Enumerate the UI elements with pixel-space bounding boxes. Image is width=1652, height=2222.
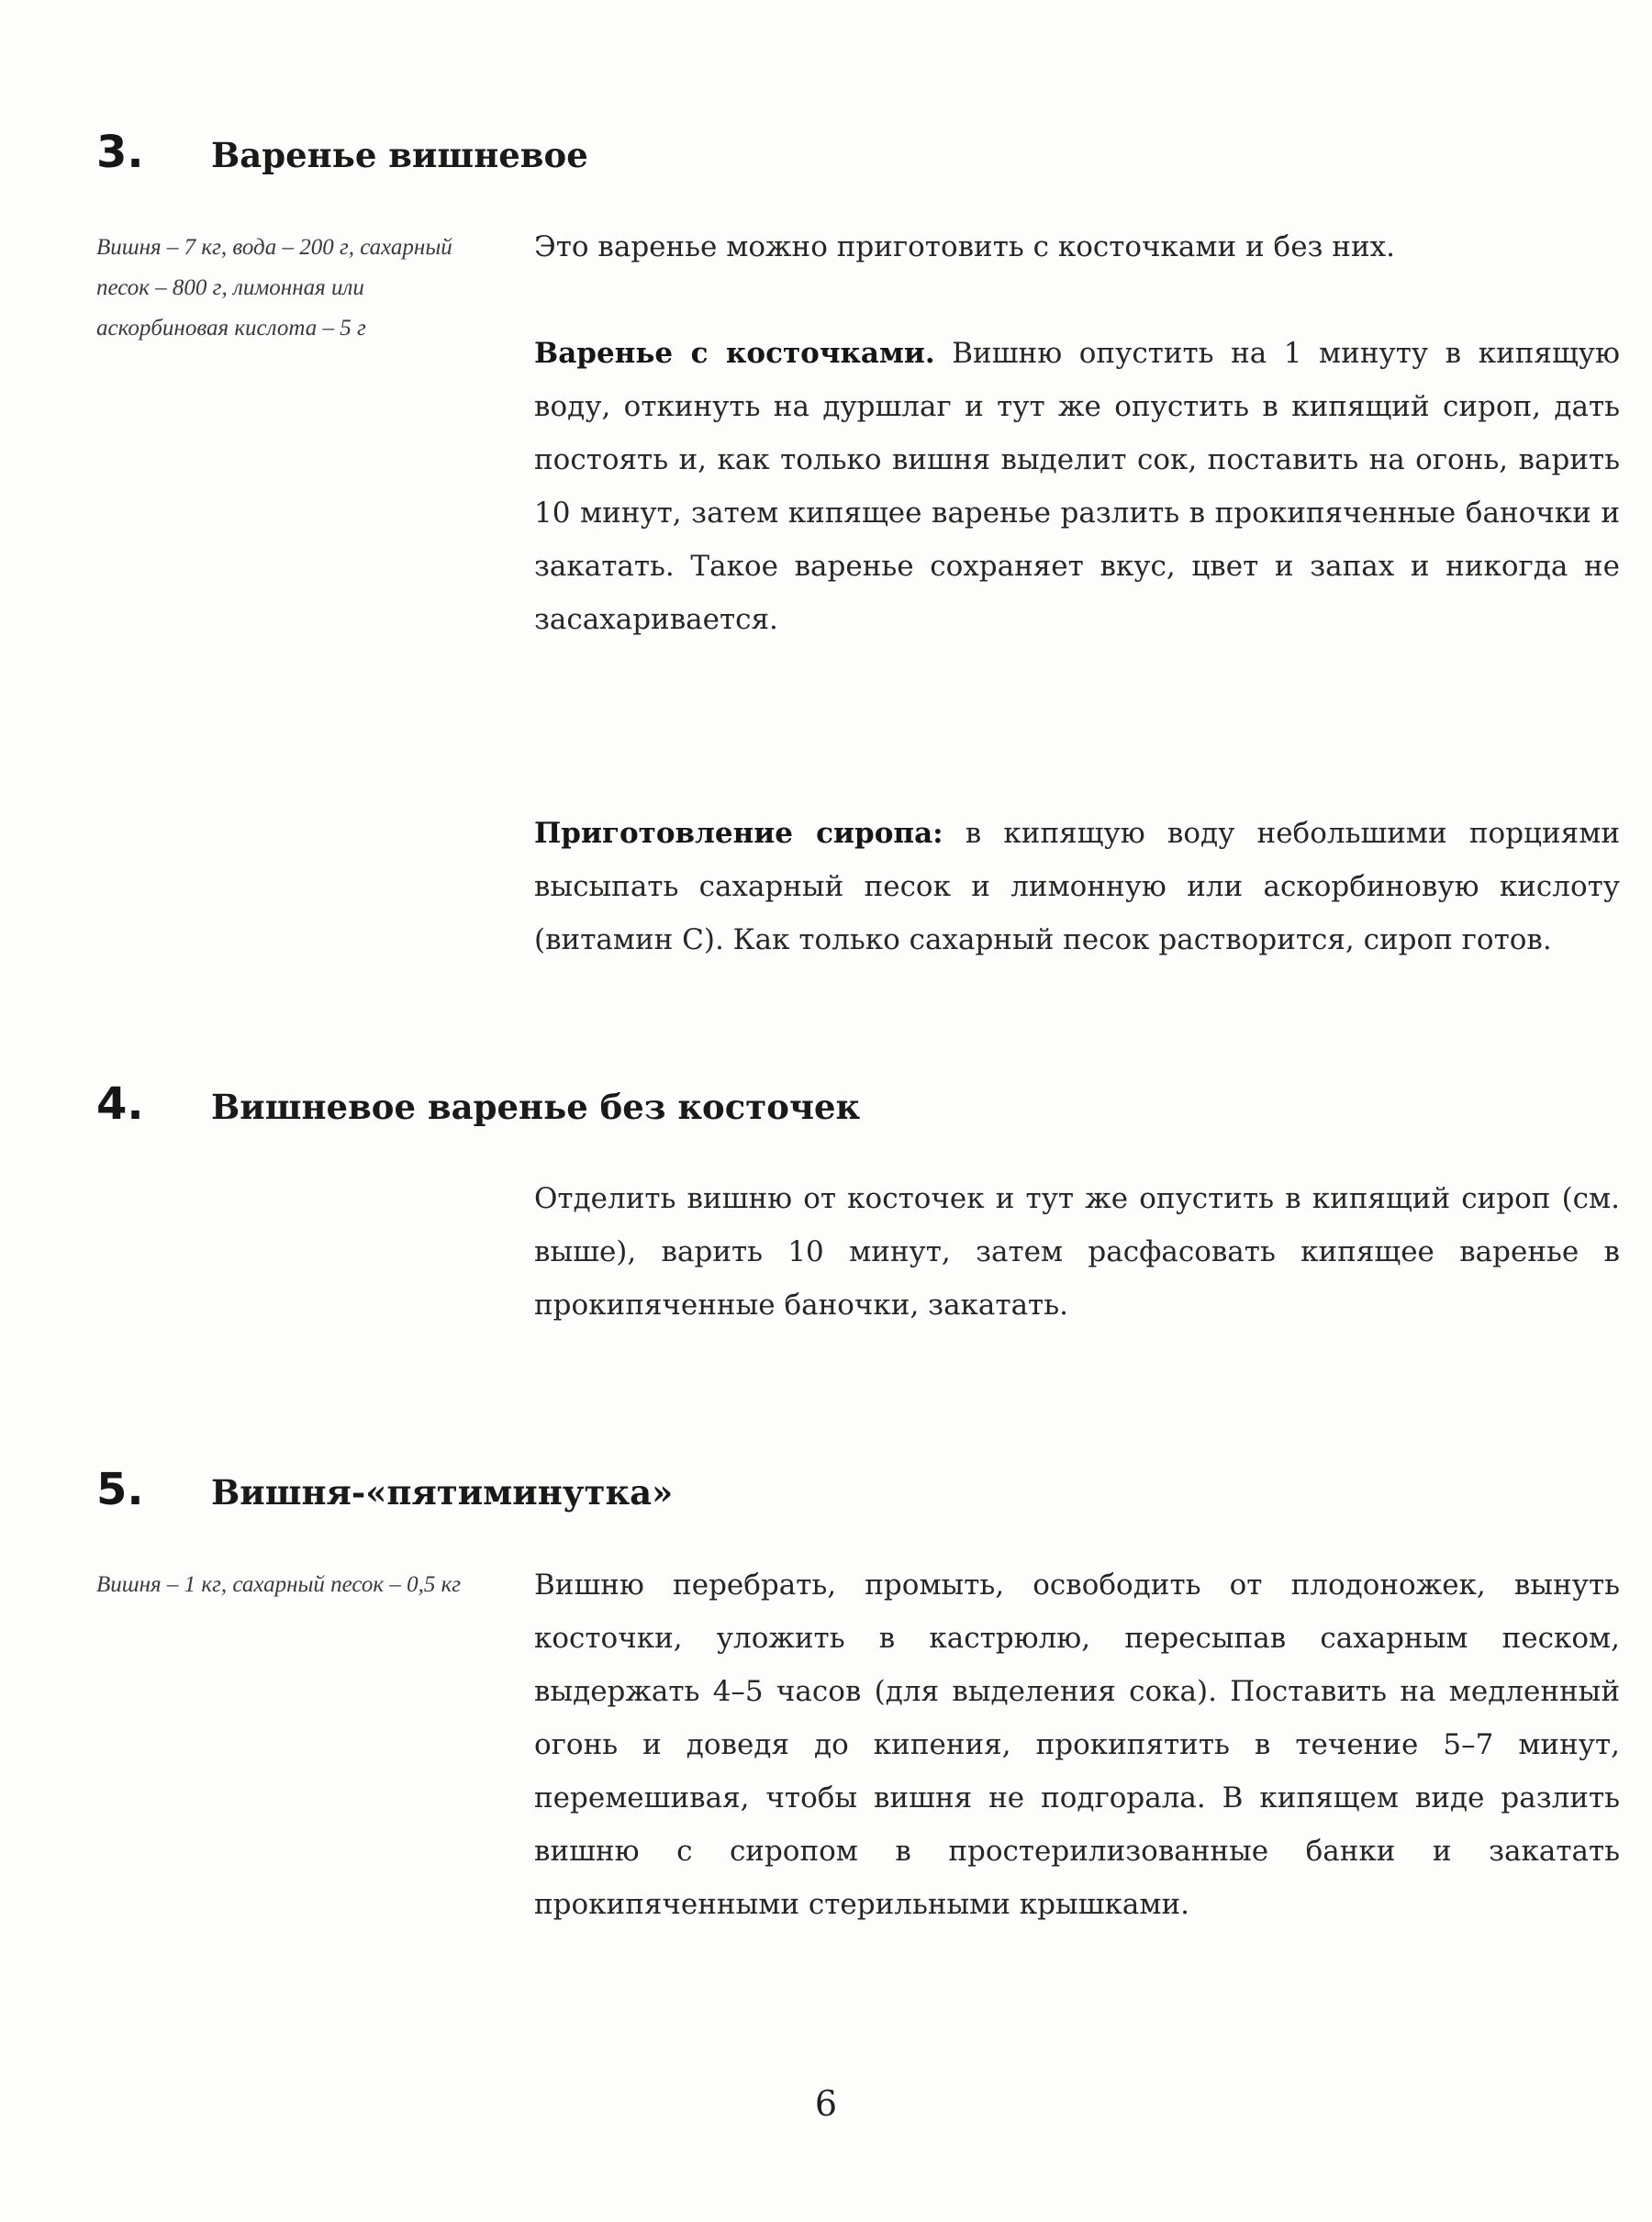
recipe-4-title: Вишневое варенье без косточек xyxy=(211,1087,861,1127)
recipe-3-heading xyxy=(96,127,588,178)
page-number: 6 xyxy=(814,2083,838,2124)
recipe-3-section-pits-text: Вишню опустить на 1 минуту в кипящую воду, откинуть на дуршлаг и тут же опустить в кипящий сироп, дать постоять и, как только вишня выделит сок, поставить на огонь, варить 10 минут, затем кипящее варенье разлить в прокипяченные баночки и закатать. Такое варенье сохраняет вкус, цвет и запах и никогда не засахаривается. xyxy=(534,337,1620,636)
recipe-3-section-syrup xyxy=(534,807,1620,966)
recipe-5-text: Вишню перебрать, промыть, освободить от плодоножек, вынуть косточки, уложить в кастрюлю, пересыпав сахарным песком, выдержать 4–5 часов (для выделения сока). Поставить на медленный огонь и доведя до кипения, прокипятить в течение 5–7 минут, перемешивая, чтобы вишня не подгорала. В кипящем виде разлить вишню с сиропом в простерилизованные банки и закатать прокипяченными стерильными крышками. xyxy=(534,1569,1620,1921)
recipe-5-title: Вишня-«пятиминутка» xyxy=(211,1472,674,1513)
recipe-3-section-syrup-label: Приготовление сиропа: xyxy=(534,817,943,850)
recipe-3-section-pits xyxy=(534,327,1620,646)
recipe-3-intro: Это варенье можно приготовить с косточками и без них. xyxy=(534,230,1395,263)
recipe-5-heading xyxy=(96,1464,673,1515)
recipe-3-ingredients: Вишня – 7 кг, вода – 200 г, сахарный песок – 800 г, лимонная или аскорбиновая кислота – 5 г xyxy=(96,235,452,341)
recipe-5-number: 5. xyxy=(96,1464,144,1515)
recipe-4-heading xyxy=(96,1078,860,1130)
recipe-4-text: Отделить вишню от косточек и тут же опустить в кипящий сироп (см. выше), варить 10 минут, затем расфасовать кипящее варенье в прокипяченные баночки, закатать. xyxy=(534,1182,1620,1322)
recipe-3-section-syrup-text: в кипящую воду небольшими порциями высыпать сахарный песок и лимонную или аскорбиновую кислоту (витамин С). Как только сахарный песок растворится, сироп готов. xyxy=(534,817,1620,956)
recipe-3-title: Варенье вишневое xyxy=(211,135,588,175)
recipe-3-number: 3. xyxy=(96,127,144,178)
recipe-5-ingredients: Вишня – 1 кг, сахарный песок – 0,5 кг xyxy=(96,1572,462,1597)
recipe-4-number: 4. xyxy=(96,1078,144,1130)
recipe-3-section-pits-label: Варенье с косточками. xyxy=(534,337,935,370)
